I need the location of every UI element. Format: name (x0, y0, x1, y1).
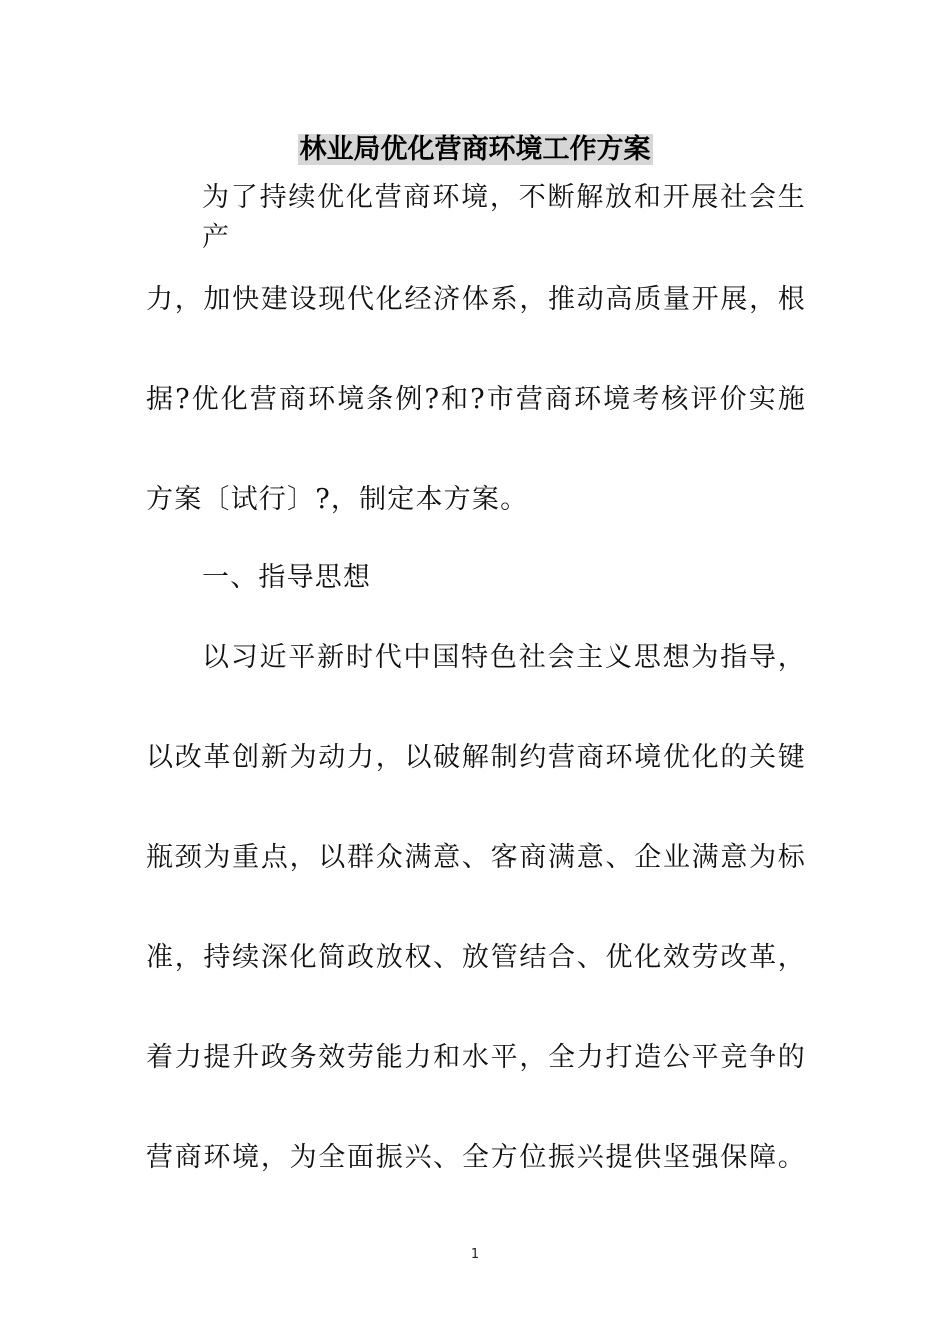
paragraph-line-9: 着力提升政务效劳能力和水平，全力打造公平竞争的 (146, 1042, 806, 1073)
paragraph-line-10: 营商环境，为全面振兴、全方位振兴提供坚强保障。 (146, 1142, 806, 1173)
paragraph-line-1: 为了持续优化营商环境，不断解放和开展社会生产 (202, 182, 806, 253)
document-title (0, 130, 950, 170)
paragraph-line-8: 准，持续深化简政放权、放管结合、优化效劳改革， (146, 942, 806, 973)
paragraph-line-3: 据?优化营商环境条例?和?市营商环境考核评价实施 (146, 384, 806, 415)
paragraph-line-2: 力，加快建设现代化经济体系，推动高质量开展，根 (146, 284, 806, 315)
page-number: 1 (470, 1247, 480, 1262)
document-title-text: 林业局优化营商环境工作方案 (299, 134, 651, 165)
paragraph-line-7: 瓶颈为重点，以群众满意、客商满意、企业满意为标 (146, 842, 806, 873)
paragraph-line-5: 以习近平新时代中国特色社会主义思想为指导， (202, 642, 806, 673)
paragraph-line-4: 方案〔试行〕?，制定本方案。 (146, 484, 529, 515)
paragraph-line-6: 以改革创新为动力，以破解制约营商环境优化的关键 (146, 742, 806, 773)
section-heading-guiding-ideology: 一、指导思想 (202, 562, 372, 593)
